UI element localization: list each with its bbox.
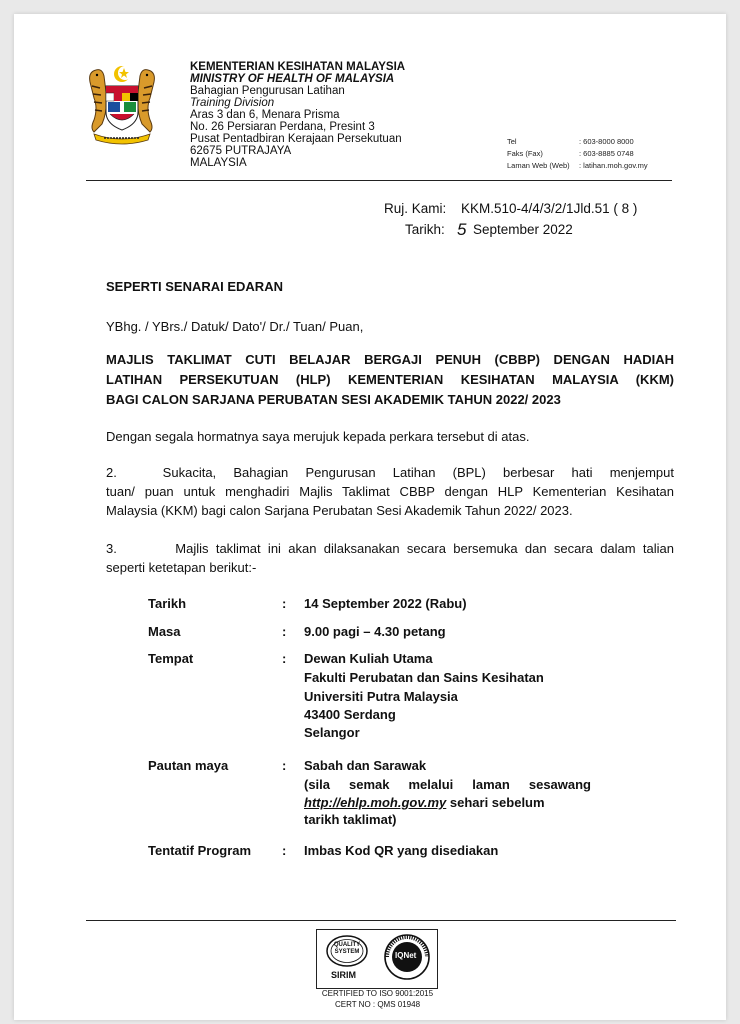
paragraph-2-line: 2. Sukacita, Bahagian Pengurusan Latihan (BPL) berbesar hati menjemput <box>106 465 674 480</box>
detail-value-masa: 9.00 pagi – 4.30 petang <box>304 624 446 639</box>
address-line: No. 26 Persiaran Perdana, Presint 3 <box>190 121 375 133</box>
certified-text: CERTIFIED TO ISO 9001:2015 <box>321 989 434 998</box>
contact-label-tel: Tel <box>507 137 517 146</box>
detail-value-tentatif: Imbas Kod QR yang disediakan <box>304 843 499 858</box>
detail-value-tarikh: 14 September 2022 (Rabu) <box>304 596 467 611</box>
ministry-name-english: MINISTRY OF HEALTH OF MALAYSIA <box>190 73 395 85</box>
detail-value-tempat: 43400 Serdang <box>304 707 396 722</box>
paragraph-2-line: Malaysia (KKM) bagi calon Sarjana Perubatan Sesi Akademik Tahun 2022/ 2023. <box>106 503 573 518</box>
address-line: MALAYSIA <box>190 157 247 169</box>
detail-value-pautan: Sabah dan Sarawak <box>304 758 427 773</box>
tiger-right <box>138 70 155 132</box>
detail-value-pautan: sehari sebelum <box>446 795 545 810</box>
address-line: Pusat Pentadbiran Kerajaan Persekutuan <box>190 133 402 145</box>
detail-value-tempat: Selangor <box>304 725 360 740</box>
contact-label-web: Laman Web (Web) <box>507 161 570 170</box>
detail-value-tempat: Dewan Kuliah Utama <box>304 651 433 666</box>
iqnet-text: IQNet <box>395 951 417 960</box>
ehlp-link[interactable]: http://ehlp.moh.gov.my <box>304 795 447 810</box>
detail-colon: : <box>282 843 287 858</box>
date-label: Tarikh: <box>405 222 445 237</box>
date-day-handwritten: 5 <box>457 220 467 239</box>
detail-colon: : <box>282 758 287 773</box>
detail-label-pautan: Pautan maya <box>148 758 229 773</box>
ministry-name-malay: KEMENTERIAN KESIHATAN MALAYSIA <box>190 61 406 73</box>
detail-value-tempat: Universiti Putra Malaysia <box>304 689 458 704</box>
reference-label: Ruj. Kami: <box>384 201 447 216</box>
date-value: September 2022 <box>473 222 573 237</box>
detail-colon: : <box>282 624 287 639</box>
detail-label-tarikh: Tarikh <box>148 596 187 611</box>
contact-label-fax: Faks (Fax) <box>507 149 543 158</box>
address-line: Aras 3 dan 6, Menara Prisma <box>190 109 340 121</box>
shield <box>106 86 138 130</box>
cert-number: CERT NO : QMS 01948 <box>334 1000 421 1009</box>
subject-line: BAGI CALON SARJANA PERUBATAN SESI AKADEMIK TAHUN 2022/ 2023 <box>106 392 561 407</box>
crescent-star <box>114 66 132 82</box>
contact-value-web: : latihan.moh.gov.my <box>579 161 648 170</box>
detail-value-tempat: Fakulti Perubatan dan Sains Kesihatan <box>304 670 544 685</box>
quality-system-text: QUALITY SYSTEM <box>333 942 361 955</box>
detail-colon: : <box>282 651 287 666</box>
reference-number: KKM.510-4/4/3/2/1Jld.51 ( 8 ) <box>461 201 638 216</box>
detail-label-tempat: Tempat <box>148 651 194 666</box>
subject-line: LATIHAN PERSEKUTUAN (HLP) KEMENTERIAN KESIHATAN MALAYSIA (KKM) <box>106 372 674 387</box>
paragraph-3-line: seperti ketetapan berikut:- <box>106 560 257 575</box>
division-name-malay: Bahagian Pengurusan Latihan <box>190 85 345 97</box>
coat-of-arms-logo <box>84 62 160 146</box>
contact-value-tel: : 603-8000 8000 <box>579 137 634 146</box>
paragraph-1: Dengan segala hormatnya saya merujuk kepada perkara tersebut di atas. <box>106 429 530 444</box>
tiger-left <box>90 70 107 132</box>
subject-line: MAJLIS TAKLIMAT CUTI BELAJAR BERGAJI PENUH (CBBP) DENGAN HADIAH <box>106 352 674 367</box>
paragraph-3-line: 3. Majlis taklimat ini akan dilaksanakan secara bersemuka dan secara dalam talian <box>106 541 674 556</box>
paragraph-2-line: tuan/ puan untuk menghadiri Majlis Taklimat CBBP dengan HLP Kementerian Kesihatan <box>106 484 674 499</box>
detail-colon: : <box>282 596 287 611</box>
division-name-english: Training Division <box>190 97 275 109</box>
recipient: SEPERTI SENARAI EDARAN <box>106 279 283 294</box>
contact-value-fax: : 603-8885 0748 <box>579 149 634 158</box>
salutation: YBhg. / YBrs./ Datuk/ Dato'/ Dr./ Tuan/ Puan, <box>106 319 364 334</box>
detail-value-pautan: (sila semak melalui laman sesawang <box>304 777 591 792</box>
motto-scroll <box>94 134 150 144</box>
detail-value-pautan: tarikh taklimat) <box>304 812 397 827</box>
detail-label-masa: Masa <box>148 624 181 639</box>
certification-badge <box>316 929 438 989</box>
detail-value-pautan-row <box>304 794 545 811</box>
sirim-text: SIRIM <box>331 970 357 980</box>
letter-page <box>14 14 726 1020</box>
address-line: 62675 PUTRAJAYA <box>190 145 292 157</box>
footer-divider <box>86 920 676 921</box>
detail-label-tentatif: Tentatif Program <box>148 843 252 858</box>
header-divider <box>86 180 672 181</box>
